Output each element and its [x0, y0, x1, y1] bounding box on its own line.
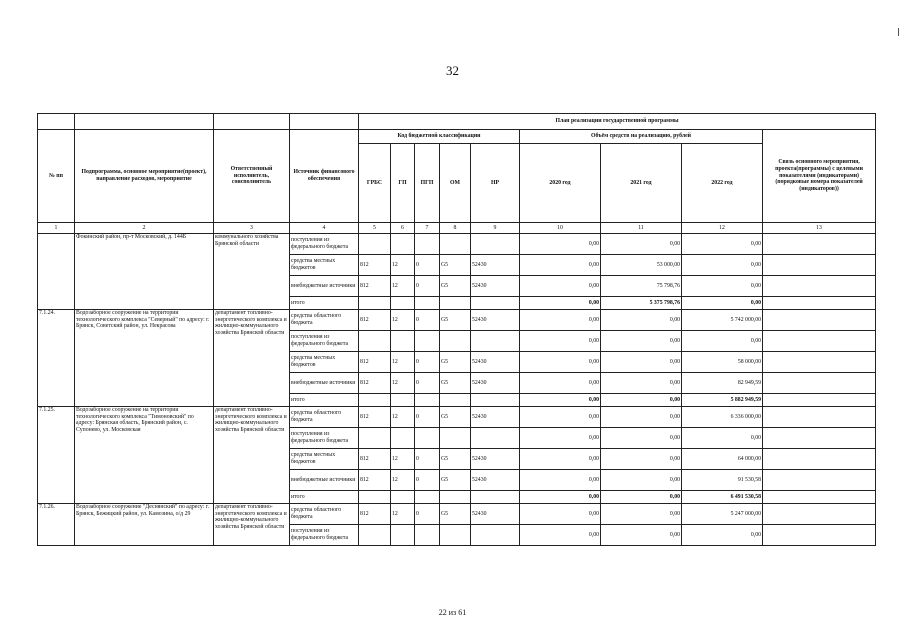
value-2021: 0,00 — [601, 407, 682, 428]
code-pgp: 0 — [415, 504, 440, 525]
code-gp: 12 — [391, 407, 415, 428]
col-2021-header: 2021 год — [601, 144, 682, 223]
code-om: G5 — [440, 255, 471, 276]
code-np: 52430 — [471, 470, 520, 491]
code-pgp — [415, 491, 440, 504]
value-2021: 0,00 — [601, 470, 682, 491]
code-om — [440, 525, 471, 546]
code-gp: 12 — [391, 470, 415, 491]
code-gp: 12 — [391, 310, 415, 331]
indicator-link — [763, 525, 876, 546]
item-program: Фокинский район, пр-т Московский, д. 144Б — [75, 234, 214, 310]
item-number: 7.1.25. — [38, 407, 75, 504]
code-pgp — [415, 331, 440, 352]
code-grbs: 812 — [359, 373, 391, 394]
col-grbs-header: ГРБС — [359, 144, 391, 223]
page-footer: 22 из 61 — [438, 608, 467, 617]
indicator-link — [763, 310, 876, 331]
col-gp-header: ГП — [391, 144, 415, 223]
code-np: 52430 — [471, 255, 520, 276]
code-om: G5 — [440, 470, 471, 491]
code-gp — [391, 297, 415, 310]
code-gp — [391, 428, 415, 449]
col-num-header: № пп — [38, 130, 75, 223]
value-2022: 0,00 — [682, 331, 763, 352]
value-2022: 0,00 — [682, 276, 763, 297]
value-2022: 6 491 530,58 — [682, 491, 763, 504]
code-om: G5 — [440, 407, 471, 428]
table-row — [38, 407, 876, 428]
page-number: 32 — [446, 63, 459, 78]
funding-source: средства областного бюджета — [290, 310, 359, 331]
code-om — [440, 428, 471, 449]
code-om: G5 — [440, 310, 471, 331]
table-row — [38, 504, 876, 525]
code-grbs — [359, 394, 391, 407]
page-edge-mark — [898, 28, 899, 36]
value-2020: 0,00 — [520, 310, 601, 331]
indicator-link — [763, 234, 876, 255]
value-2020: 0,00 — [520, 470, 601, 491]
funding-source: внебюджетные источники — [290, 276, 359, 297]
column-index-cell: 7 — [415, 223, 440, 234]
value-2020: 0,00 — [520, 373, 601, 394]
value-2021: 0,00 — [601, 491, 682, 504]
code-pgp: 0 — [415, 407, 440, 428]
code-np — [471, 491, 520, 504]
code-om — [440, 234, 471, 255]
volume-header: Объём средств на реализацию, рублей — [520, 130, 763, 144]
column-index-cell: 12 — [682, 223, 763, 234]
value-2022: 91 530,58 — [682, 470, 763, 491]
code-grbs: 812 — [359, 449, 391, 470]
funding-source: средства областного бюджета — [290, 407, 359, 428]
item-program: Водозаборное сооружение на территории технологического комплекса "Тимоновский" по адресу: Брянская область, Брянский район, с. Супонево, ул. Московская — [75, 407, 214, 504]
code-grbs — [359, 331, 391, 352]
code-np — [471, 394, 520, 407]
value-2022: 0,00 — [682, 255, 763, 276]
item-number: 7.1.26. — [38, 504, 75, 546]
code-om — [440, 491, 471, 504]
funding-source: итого — [290, 491, 359, 504]
value-2022: 6 336 000,00 — [682, 407, 763, 428]
code-gp: 12 — [391, 352, 415, 373]
code-gp — [391, 525, 415, 546]
code-om — [440, 394, 471, 407]
code-gp — [391, 234, 415, 255]
code-pgp: 0 — [415, 310, 440, 331]
column-index-cell: 11 — [601, 223, 682, 234]
code-gp: 12 — [391, 276, 415, 297]
value-2022: 0,00 — [682, 297, 763, 310]
code-np: 52430 — [471, 352, 520, 373]
value-2021: 0,00 — [601, 525, 682, 546]
value-2021: 75 798,76 — [601, 276, 682, 297]
col-executor-header: Ответственный исполнитель, соисполнитель — [214, 130, 290, 223]
value-2020: 0,00 — [520, 449, 601, 470]
code-pgp — [415, 394, 440, 407]
value-2022: 82 949,59 — [682, 373, 763, 394]
value-2022: 5 247 000,00 — [682, 504, 763, 525]
funding-source: средства областного бюджета — [290, 504, 359, 525]
code-grbs — [359, 491, 391, 504]
code-np: 52430 — [471, 310, 520, 331]
code-pgp — [415, 428, 440, 449]
code-pgp — [415, 297, 440, 310]
value-2022: 64 000,00 — [682, 449, 763, 470]
column-index-cell: 13 — [763, 223, 876, 234]
column-index-cell: 1 — [38, 223, 75, 234]
code-gp: 12 — [391, 449, 415, 470]
value-2021: 0,00 — [601, 310, 682, 331]
item-executor: департамент топливно-энергетического комплекса и жилищно-коммунального хозяйства Брянской области — [214, 310, 290, 407]
code-grbs: 812 — [359, 470, 391, 491]
funding-source: средства местных бюджетов — [290, 352, 359, 373]
column-index-cell: 6 — [391, 223, 415, 234]
code-grbs — [359, 428, 391, 449]
column-index-cell: 3 — [214, 223, 290, 234]
code-gp — [391, 491, 415, 504]
indicator-link — [763, 331, 876, 352]
value-2021: 5 375 798,76 — [601, 297, 682, 310]
code-grbs: 812 — [359, 504, 391, 525]
value-2020: 0,00 — [520, 234, 601, 255]
indicator-link — [763, 428, 876, 449]
value-2020: 0,00 — [520, 297, 601, 310]
indicator-link — [763, 491, 876, 504]
col-om-header: ОМ — [440, 144, 471, 223]
value-2022: 0,00 — [682, 234, 763, 255]
column-index-cell: 5 — [359, 223, 391, 234]
code-np: 52430 — [471, 449, 520, 470]
funding-source: итого — [290, 297, 359, 310]
item-executor: департамент топливно-энергетического комплекса и жилищно-коммунального хозяйства Брянской области — [214, 504, 290, 546]
code-grbs: 812 — [359, 276, 391, 297]
code-grbs: 812 — [359, 310, 391, 331]
code-om — [440, 331, 471, 352]
code-np: 52430 — [471, 373, 520, 394]
col-source-header: Источник финансового обеспечения — [290, 130, 359, 223]
col-2022-header: 2022 год — [682, 144, 763, 223]
item-number: 7.1.24. — [38, 310, 75, 407]
value-2021: 0,00 — [601, 352, 682, 373]
code-gp — [391, 331, 415, 352]
indicator-link — [763, 255, 876, 276]
code-grbs: 812 — [359, 352, 391, 373]
value-2020: 0,00 — [520, 352, 601, 373]
value-2022: 0,00 — [682, 428, 763, 449]
code-pgp — [415, 234, 440, 255]
item-number — [38, 234, 75, 310]
value-2020: 0,00 — [520, 525, 601, 546]
value-2022: 5 882 949,59 — [682, 394, 763, 407]
funding-source: поступления из федерального бюджета — [290, 331, 359, 352]
code-np — [471, 297, 520, 310]
indicator-link — [763, 276, 876, 297]
code-om: G5 — [440, 449, 471, 470]
column-index-cell: 10 — [520, 223, 601, 234]
value-2020: 0,00 — [520, 255, 601, 276]
code-gp — [391, 394, 415, 407]
code-pgp: 0 — [415, 449, 440, 470]
item-executor: департамент топливно-энергетического комплекса и жилищно-коммунального хозяйства Брянской области — [214, 407, 290, 504]
code-grbs — [359, 297, 391, 310]
value-2021: 0,00 — [601, 234, 682, 255]
value-2021: 53 000,00 — [601, 255, 682, 276]
code-grbs: 812 — [359, 407, 391, 428]
code-pgp: 0 — [415, 352, 440, 373]
code-om: G5 — [440, 504, 471, 525]
code-pgp: 0 — [415, 255, 440, 276]
code-np — [471, 234, 520, 255]
item-executor: коммунального хозяйства Брянской области — [214, 234, 290, 310]
indicator-link — [763, 407, 876, 428]
column-index-cell: 9 — [471, 223, 520, 234]
indicator-link — [763, 449, 876, 470]
code-np — [471, 428, 520, 449]
value-2020: 0,00 — [520, 407, 601, 428]
code-pgp: 0 — [415, 373, 440, 394]
code-gp: 12 — [391, 504, 415, 525]
code-om: G5 — [440, 352, 471, 373]
indicator-link — [763, 352, 876, 373]
value-2021: 0,00 — [601, 504, 682, 525]
value-2020: 0,00 — [520, 394, 601, 407]
table-row — [38, 234, 876, 255]
value-2020: 0,00 — [520, 331, 601, 352]
col-np-header: НР — [471, 144, 520, 223]
plan-title: План реализации государственной программы — [359, 114, 876, 130]
code-np — [471, 525, 520, 546]
column-index-cell: 2 — [75, 223, 214, 234]
col-2020-header: 2020 год — [520, 144, 601, 223]
code-grbs: 812 — [359, 255, 391, 276]
code-np: 52430 — [471, 276, 520, 297]
value-2021: 0,00 — [601, 331, 682, 352]
code-grbs — [359, 234, 391, 255]
funding-source: итого — [290, 394, 359, 407]
code-np — [471, 331, 520, 352]
funding-source: поступления из федерального бюджета — [290, 428, 359, 449]
column-index-cell: 8 — [440, 223, 471, 234]
column-index-row — [38, 223, 876, 234]
funding-source: средства местных бюджетов — [290, 255, 359, 276]
code-pgp — [415, 525, 440, 546]
item-program: Водозаборное сооружение "Деснянский" по адресу: г. Брянск, Бежицкий район, ул. Камозина, о/д 29 — [75, 504, 214, 546]
program-plan-table — [37, 113, 876, 546]
code-om: G5 — [440, 373, 471, 394]
funding-source: внебюджетные источники — [290, 470, 359, 491]
indicator-link — [763, 504, 876, 525]
code-pgp: 0 — [415, 276, 440, 297]
table-row — [38, 310, 876, 331]
code-grbs — [359, 525, 391, 546]
code-pgp: 0 — [415, 470, 440, 491]
value-2020: 0,00 — [520, 276, 601, 297]
code-gp: 12 — [391, 373, 415, 394]
code-om: G5 — [440, 276, 471, 297]
indicator-link — [763, 297, 876, 310]
col-link-header: Связь основного мероприятия, проекта(программы) с целевыми показателями (индикаторами) (порядковые номера показателей (индикаторов)) — [763, 130, 876, 223]
value-2021: 0,00 — [601, 449, 682, 470]
funding-source: поступления из федерального бюджета — [290, 525, 359, 546]
value-2021: 0,00 — [601, 428, 682, 449]
funding-source: поступления из федерального бюджета — [290, 234, 359, 255]
indicator-link — [763, 394, 876, 407]
code-np: 52430 — [471, 407, 520, 428]
code-np: 52430 — [471, 504, 520, 525]
value-2021: 0,00 — [601, 394, 682, 407]
value-2021: 0,00 — [601, 373, 682, 394]
funding-source: средства местных бюджетов — [290, 449, 359, 470]
value-2022: 58 000,00 — [682, 352, 763, 373]
budget-code-header: Код бюджетной классификации — [359, 130, 520, 144]
value-2020: 0,00 — [520, 491, 601, 504]
col-program-header: Подпрограмма, основное мероприятие(проект), направление расходов, мероприятие — [75, 130, 214, 223]
col-pgp-header: ПГП — [415, 144, 440, 223]
value-2022: 5 742 000,00 — [682, 310, 763, 331]
column-index-cell: 4 — [290, 223, 359, 234]
item-program: Водозаборное сооружение на территории технологического комплекса "Северный" по адресу: г. Брянск, Советский район, ул. Некрасова — [75, 310, 214, 407]
indicator-link — [763, 373, 876, 394]
value-2020: 0,00 — [520, 504, 601, 525]
value-2020: 0,00 — [520, 428, 601, 449]
code-om — [440, 297, 471, 310]
value-2022: 0,00 — [682, 525, 763, 546]
code-gp: 12 — [391, 255, 415, 276]
indicator-link — [763, 470, 876, 491]
funding-source: внебюджетные источники — [290, 373, 359, 394]
